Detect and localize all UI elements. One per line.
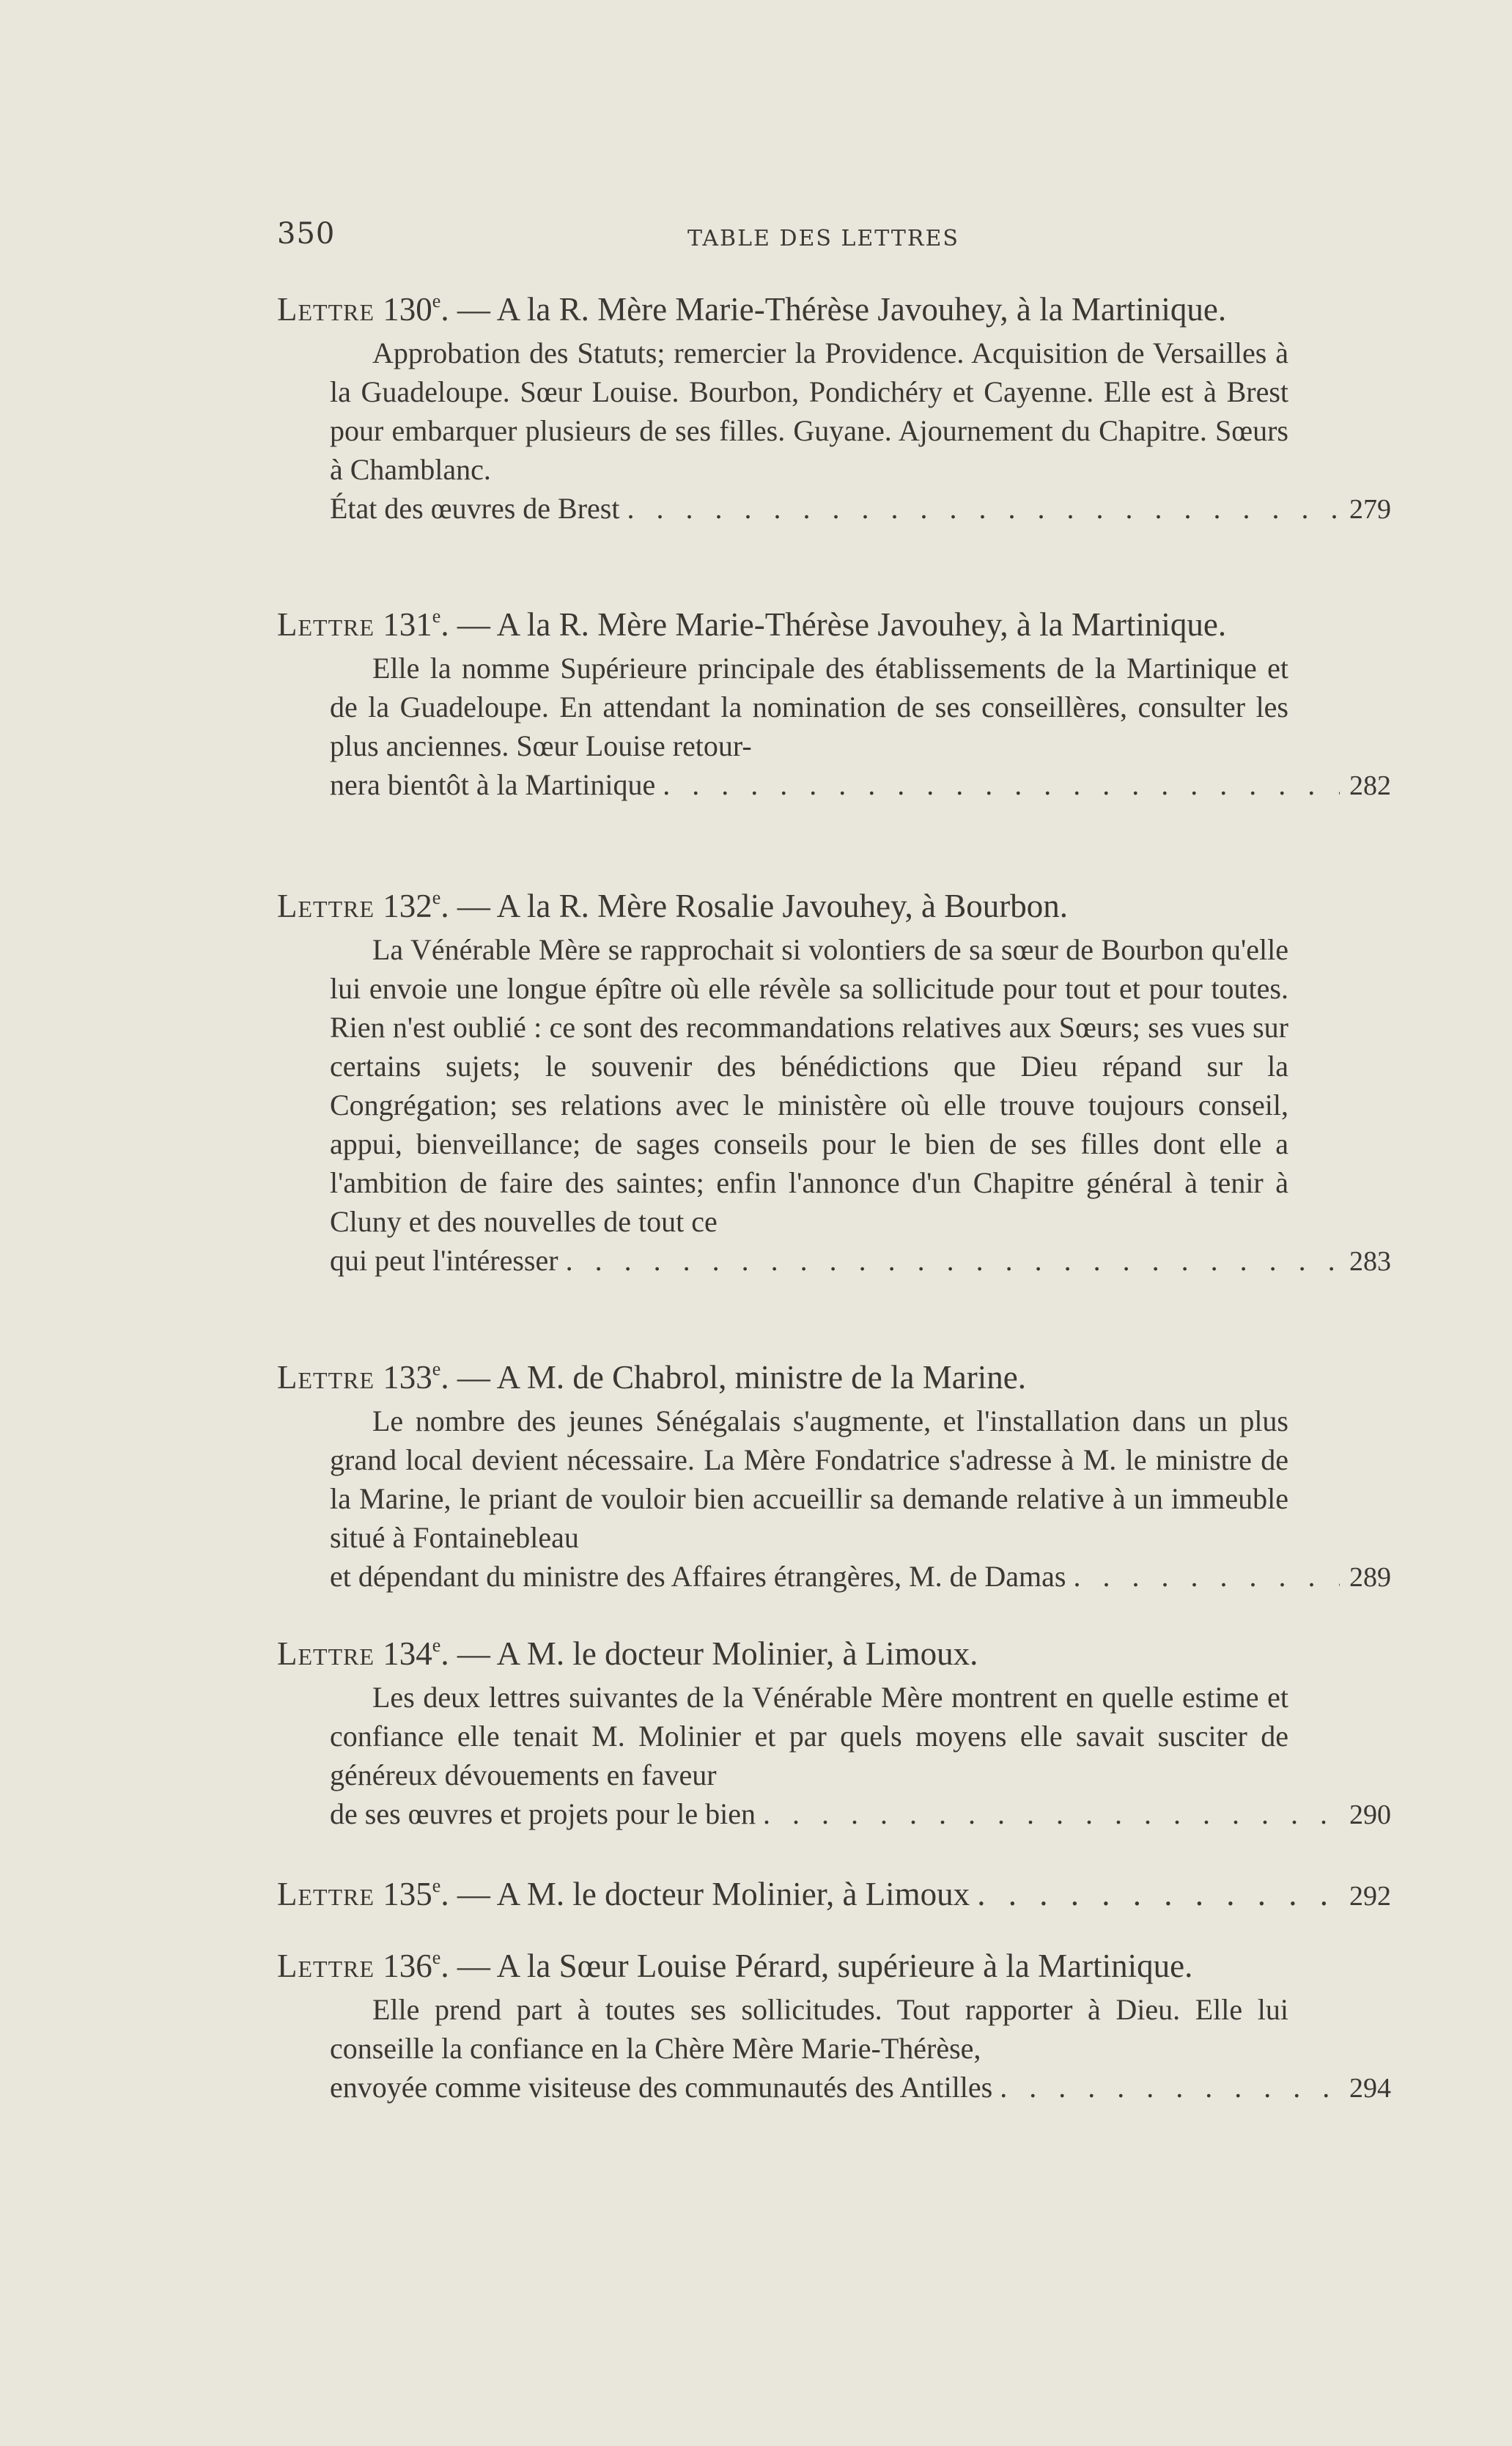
entry-label: Lettre	[277, 291, 375, 328]
entry-number: 131	[383, 606, 432, 643]
entry-ordinal: e	[432, 1875, 441, 1896]
entry-heading	[277, 1358, 1341, 1397]
entry-ordinal: e	[432, 887, 441, 908]
entry-summary	[277, 649, 1391, 806]
entry-ordinal: e	[432, 605, 441, 627]
letter-entry-132	[277, 887, 1391, 1281]
summary-text: Elle la nomme Supérieure principale des établissements de la Martinique et de la Guadeloupe. En attendant la nomination de ses conseillères, consulter les plus anciennes. Sœur Louise retour-	[330, 652, 1288, 762]
entry-number: 134	[383, 1635, 432, 1672]
page-reference: 290	[1349, 1799, 1391, 1830]
entry-ordinal: e	[432, 1358, 441, 1379]
letter-entry-135	[277, 1875, 1391, 1916]
entry-heading	[277, 290, 1341, 329]
page-reference: 279	[1349, 494, 1391, 525]
letter-entry-130	[277, 290, 1391, 529]
dot-leader	[992, 2068, 1340, 2107]
dot-leader	[558, 1241, 1340, 1280]
dot-leader	[619, 489, 1340, 528]
entry-label: Lettre	[277, 1876, 375, 1912]
dot-leader	[655, 765, 1340, 804]
letter-entry-136	[277, 1947, 1391, 2108]
summary-last-text: qui peut l'intéresser	[330, 1244, 558, 1277]
summary-last-line	[330, 2068, 1391, 2108]
summary-last-text: et dépendant du ministre des Affaires étrangères, M. de Damas	[330, 1560, 1066, 1593]
entry-ordinal: e	[432, 1947, 441, 1968]
entry-label: Lettre	[277, 1635, 375, 1672]
letter-entry-131	[277, 605, 1391, 806]
page-reference: 292	[1349, 1881, 1391, 1912]
entry-recipient: . — A M. de Chabrol, ministre de la Marine.	[440, 1359, 1026, 1396]
entry-number: 136	[383, 1948, 432, 1984]
summary-last-line	[330, 1241, 1391, 1281]
entry-number: 135	[383, 1876, 432, 1912]
dot-leader	[1066, 1557, 1340, 1596]
entry-label: Lettre	[277, 888, 375, 924]
entry-label: Lettre	[277, 1359, 375, 1396]
letter-entry-134	[277, 1635, 1391, 1835]
entry-recipient: . — A la R. Mère Rosalie Javouhey, à Bourbon.	[440, 888, 1069, 924]
letter-entry-133	[277, 1358, 1391, 1597]
entry-heading	[277, 1947, 1341, 1986]
summary-last-text: envoyée comme visiteuse des communautés des Antilles	[330, 2071, 993, 2104]
entry-heading	[277, 887, 1341, 926]
page-reference: 294	[1349, 2073, 1391, 2104]
entry-ordinal: e	[432, 1635, 441, 1656]
entry-number: 132	[383, 888, 432, 924]
entry-label: Lettre	[277, 606, 375, 643]
summary-text: La Vénérable Mère se rapprochait si volontiers de sa sœur de Bourbon qu'elle lui envoie une longue épître où elle révèle sa sollicitude pour tout et pour toutes. Rien n'est oublié : ce sont des recommandations relatives aux Sœurs; ses vues sur certains sujets; le souvenir des bénédictions que Dieu répand sur la Congrégation; ses relations avec le ministère où elle trouve toujours conseil, appui, bienveillance; de sages conseils pour le bien de ses filles dont elle a l'ambition de faire des saintes; enfin l'annonce d'un Chapitre général à tenir à Cluny et des nouvelles de tout ce	[330, 933, 1288, 1238]
summary-last-line	[330, 765, 1391, 806]
entry-summary	[277, 930, 1391, 1281]
page-reference: 283	[1349, 1246, 1391, 1277]
summary-last-line	[330, 1794, 1391, 1835]
page-reference: 282	[1349, 770, 1391, 801]
summary-last-line	[330, 489, 1391, 529]
entry-summary	[277, 1678, 1391, 1835]
summary-text: Les deux lettres suivantes de la Vénérable Mère montrent en quelle estime et confiance elle tenait M. Molinier et par quels moyens elle savait susciter de généreux dévouements en faveur	[330, 1681, 1288, 1791]
entry-recipient: . — A la Sœur Louise Pérard, supérieure à la Martinique.	[440, 1948, 1193, 1984]
entry-summary	[277, 334, 1391, 529]
entry-heading	[277, 605, 1341, 644]
entry-summary	[277, 1401, 1391, 1597]
summary-last-text: nera bientôt à la Martinique	[330, 768, 656, 801]
summary-last-text: de ses œuvres et projets pour le bien	[330, 1797, 756, 1830]
entry-recipient: . — A la R. Mère Marie-Thérèse Javouhey, à la Martinique.	[440, 291, 1227, 328]
summary-last-line	[330, 1557, 1391, 1597]
summary-text: Le nombre des jeunes Sénégalais s'augmente, et l'installation dans un plus grand local devient nécessaire. La Mère Fondatrice s'adresse à M. le ministre de la Marine, le priant de vouloir bien accueillir sa demande relative à un immeuble situé à Fontainebleau	[330, 1404, 1288, 1554]
entry-number: 130	[383, 291, 432, 328]
dot-leader	[970, 1875, 1340, 1914]
entry-summary	[277, 1990, 1391, 2108]
summary-text: Approbation des Statuts; remercier la Providence. Acquisition de Versailles à la Guadeloupe. Sœur Louise. Bourbon, Pondichéry et Cayenne. Elle est à Brest pour embarquer plusieurs de ses filles. Guyane. Ajournement du Chapitre. Sœurs à Chamblanc.	[330, 336, 1288, 486]
entry-number: 133	[383, 1359, 432, 1396]
entry-recipient: . — A la R. Mère Marie-Thérèse Javouhey, à la Martinique.	[440, 606, 1227, 643]
summary-last-text: État des œuvres de Brest	[330, 492, 620, 525]
page-number: 350	[277, 217, 336, 251]
entry-heading	[277, 1875, 1391, 1916]
entry-recipient: . — A M. le docteur Molinier, à Limoux.	[440, 1635, 978, 1672]
running-title: TABLE DES LETTRES	[687, 226, 959, 251]
page-reference: 289	[1349, 1562, 1391, 1593]
summary-text: Elle prend part à toutes ses sollicitudes. Tout rapporter à Dieu. Elle lui conseille la confiance en la Chère Mère Marie-Thérèse,	[330, 1993, 1288, 2065]
entry-label: Lettre	[277, 1948, 375, 1984]
entry-recipient: . — A M. le docteur Molinier, à Limoux	[440, 1876, 970, 1912]
dot-leader	[756, 1794, 1340, 1833]
entry-ordinal: e	[432, 290, 441, 312]
entry-heading	[277, 1635, 1341, 1673]
